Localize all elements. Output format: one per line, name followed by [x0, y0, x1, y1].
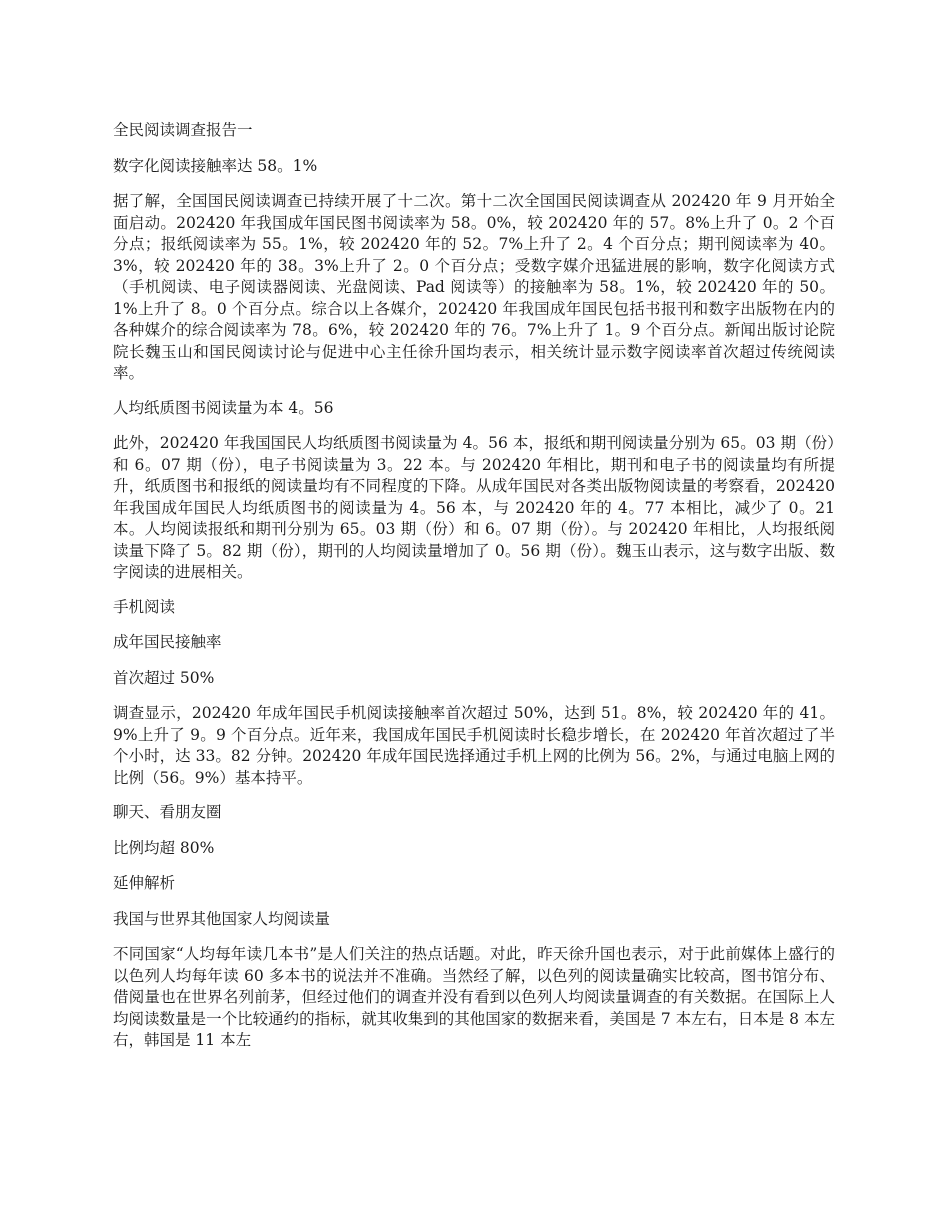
section-heading-world-comparison: 我国与世界其他国家人均阅读量 — [113, 909, 331, 928]
section-heading-mobile-reading: 手机阅读 — [113, 597, 176, 616]
section-subheading-contact-rate: 成年国民接触率 — [113, 633, 222, 651]
paragraph-world-comparison: 不同国家“人均每年读几本书”是人们关注的热点话题。对此，昨天徐升国也表示，对于此前媒体上盛行的以色列人均每年读 60 多本书的说法并不准确。当然经了解，以色列的阅读量确实比较高，图书馆分布、借阅量也在世界名列前茅，但经过他们的调查并没有看到以色列人均阅读量调查的有关数据。在国际上人均阅读数量是一个比较通约的指标，就其收集到的其他国家的数据来看，美国是 7 本左右，日本是 8 本左右，韩国是 11 本左 — [113, 945, 835, 1049]
section-heading-paper-books: 人均纸质图书阅读量为本 4。56 — [113, 398, 334, 417]
document-page — [113, 120, 835, 1065]
section-subheading-over-80: 比例均超 80% — [113, 838, 215, 857]
section-heading-chat-moments: 聊天、看朋友圈 — [113, 803, 222, 821]
paragraph-mobile-survey: 调查显示，202420 年成年国民手机阅读接触率首次超过 50%，达到 51。8%，较 202420 年的 41。9%上升了 9。9 个百分点。近年来，我国成年国民手机阅读时长稳步增长，在 202420 年首次超过了半个小时，达 33。82 分钟。202420 年成年国民选择通过手机上网的比例为 56。2%，与通过电脑上网的比例（56。9%）基本持平。 — [113, 704, 835, 787]
paragraph-per-capita-reading: 此外，202420 年我国国民人均纸质图书阅读量为 4。56 本，报纸和期刊阅读量分别为 65。03 期（份）和 6。07 期（份），电子书阅读量为 3。22 本。与 202420 年相比，期刊和电子书的阅读量均有所提升，纸质图书和报纸的阅读量均有不同程度的下降。从成年国民对各类出版物阅读量的考察看，202420 年我国成年国民人均纸质图书的阅读量为 4。56 本，与 202420 年的 4。77 本相比，减少了 0。21 本。人均阅读报纸和期刊分别为 65。03 期（份）和 6。07 期（份）。与 202420 年相比，人均报纸阅读量下降了 5。82 期（份），期刊的人均阅读量增加了 0。56 期（份）。魏玉山表示，这与数字出版、数字阅读的进展相关。 — [113, 434, 835, 581]
section-heading-extended-analysis: 延伸解析 — [113, 874, 176, 892]
paragraph-reading-rates: 据了解，全国国民阅读调查已持续开展了十二次。第十二次全国国民阅读调查从 202420 年 9 月开始全面启动。202420 年我国成年国民图书阅读率为 58。0%，较 202420 年的 57。8%上升了 0。2 个百分点；报纸阅读率为 55。1%，较 202420 年的 52。7%上升了 2。4 个百分点；期刊阅读率为 40。3%，较 202420 年的 38。3%上升了 2。0 个百分点；受数字媒介迅猛进展的影响，数字化阅读方式（手机阅读、电子阅读器阅读、光盘阅读、Pad 阅读等）的接触率为 58。1%，较 202420 年的 50。1%上升了 8。0 个百分点。综合以上各媒介，202420 年我国成年国民包括书报刊和数字出版物在内的各种媒介的综合阅读率为 78。6%，较 202420 年的 76。7%上升了 1。9 个百分点。新闻出版讨论院院长魏玉山和国民阅读讨论与促进中心主任徐升国均表示，相关统计显示数字阅读率首次超过传统阅读率。 — [113, 192, 835, 382]
section-heading-digital-reading: 数字化阅读接触率达 58。1% — [113, 156, 318, 175]
report-title: 全民阅读调查报告一 — [113, 121, 253, 139]
section-subheading-over-50: 首次超过 50% — [113, 668, 215, 687]
